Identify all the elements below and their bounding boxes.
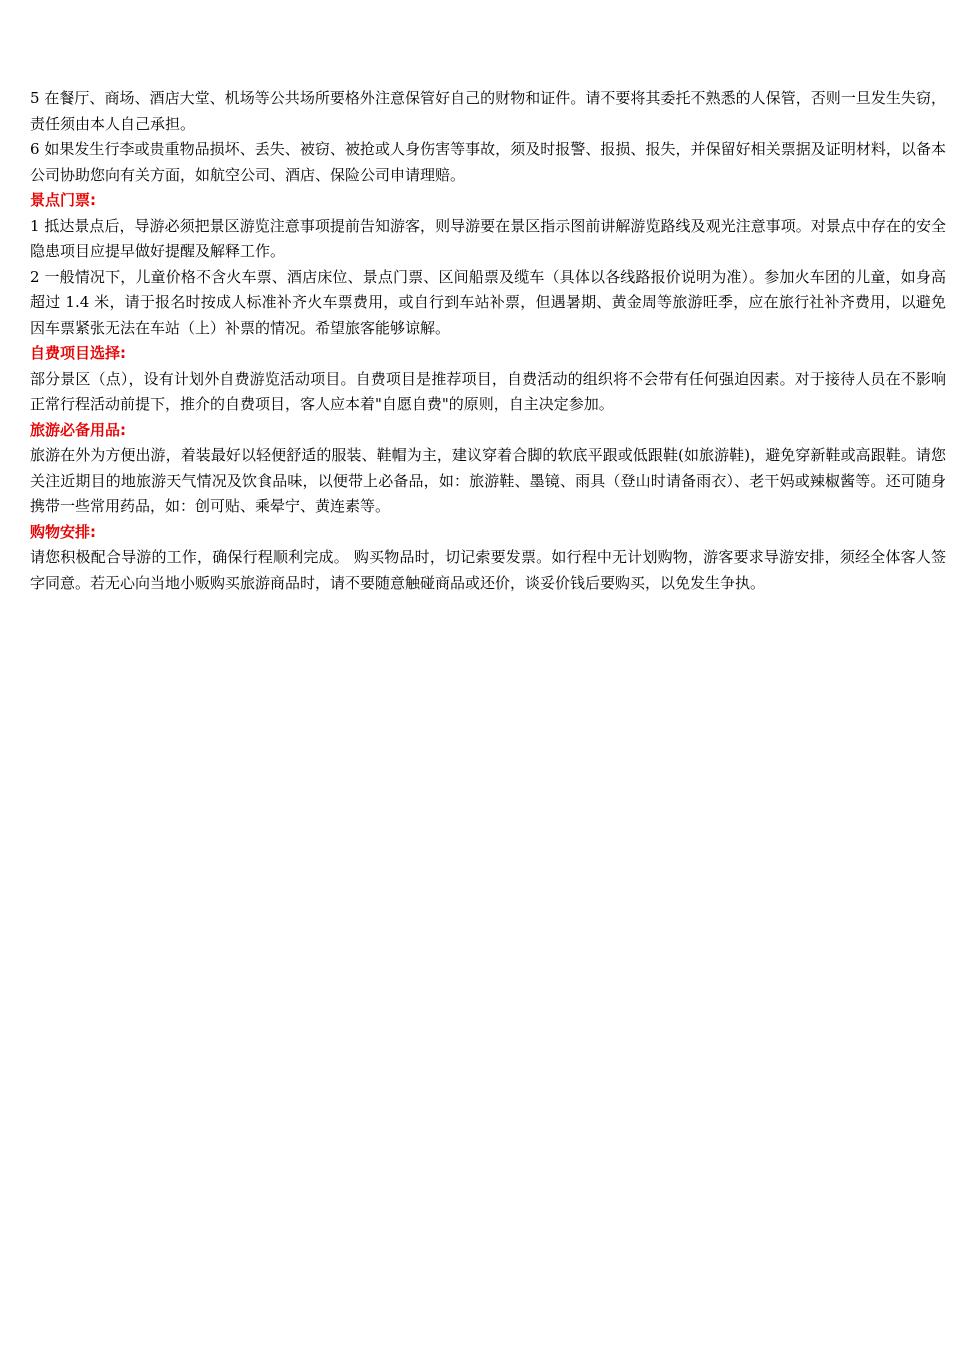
document-page (30, 86, 946, 596)
paragraph-travel-essentials: 旅游在外为方便出游，着装最好以轻便舒适的服装、鞋帽为主，建议穿着合脚的软底平跟或低跟鞋(如旅游鞋)，避免穿新鞋或高跟鞋。请您关注近期目的地旅游天气情况及饮食品味，以便带上必备品，如：旅游鞋、墨镜、雨具（登山时请备雨衣）、老干妈或辣椒酱等。还可随身携带一些常用药品，如：创可贴、乘晕宁、黄连素等。 (30, 446, 946, 515)
paragraph-safety-belongings: 5 在餐厅、商场、酒店大堂、机场等公共场所要格外注意保管好自己的财物和证件。请不要将其委托不熟悉的人保管，否则一旦发生失窃，责任须由本人自己承担。 (30, 89, 946, 133)
heading-optional-activities: 自费项目选择: (30, 344, 126, 362)
heading-shopping: 购物安排: (30, 522, 96, 541)
heading-scenic-tickets: 景点门票: (30, 191, 96, 209)
heading-travel-essentials: 旅游必备用品: (30, 420, 126, 439)
paragraph-children-pricing: 2 一般情况下，儿童价格不含火车票、酒店床位、景点门票、区间船票及缆车（具体以各线路报价说明为准）。参加火车团的儿童，如身高超过 1.4 米，请于报名时按成人标准补齐火车票费用，或自行到车站补票，但遇暑期、黄金周等旅游旺季，应在旅行社补齐费用，以避免因车票紧张无法在车站（上）补票的情况。希望旅客能够谅解。 (30, 267, 946, 337)
paragraph-shopping: 请您积极配合导游的工作，确保行程顺利完成。 购买物品时，切记索要发票。如行程中无计划购物，游客要求导游安排，须经全体客人签字同意。若无心向当地小贩购买旅游商品时，请不要随意触碰商品或还价，谈妥价钱后要购买，以免发生争执。 (30, 548, 946, 592)
paragraph-safety-incidents: 6 如果发生行李或贵重物品损坏、丢失、被窃、被抢或人身伤害等事故，须及时报警、报损、报失，并保留好相关票据及证明材料，以备本公司协助您向有关方面，如航空公司、酒店、保险公司申请理赔。 (30, 140, 946, 184)
paragraph-optional-activities: 部分景区（点），设有计划外自费游览活动项目。自费项目是推荐项目，自费活动的组织将不会带有任何强迫因素。对于接待人员在不影响正常行程活动前提下，推介的自费项目，客人应本着"自愿自费"的原则，自主决定参加。 (30, 369, 946, 413)
paragraph-scenic-guide: 1 抵达景点后，导游必须把景区游览注意事项提前告知游客，则导游要在景区指示图前讲解游览路线及观光注意事项。对景点中存在的安全隐患项目应提早做好提醒及解释工作。 (30, 216, 946, 260)
